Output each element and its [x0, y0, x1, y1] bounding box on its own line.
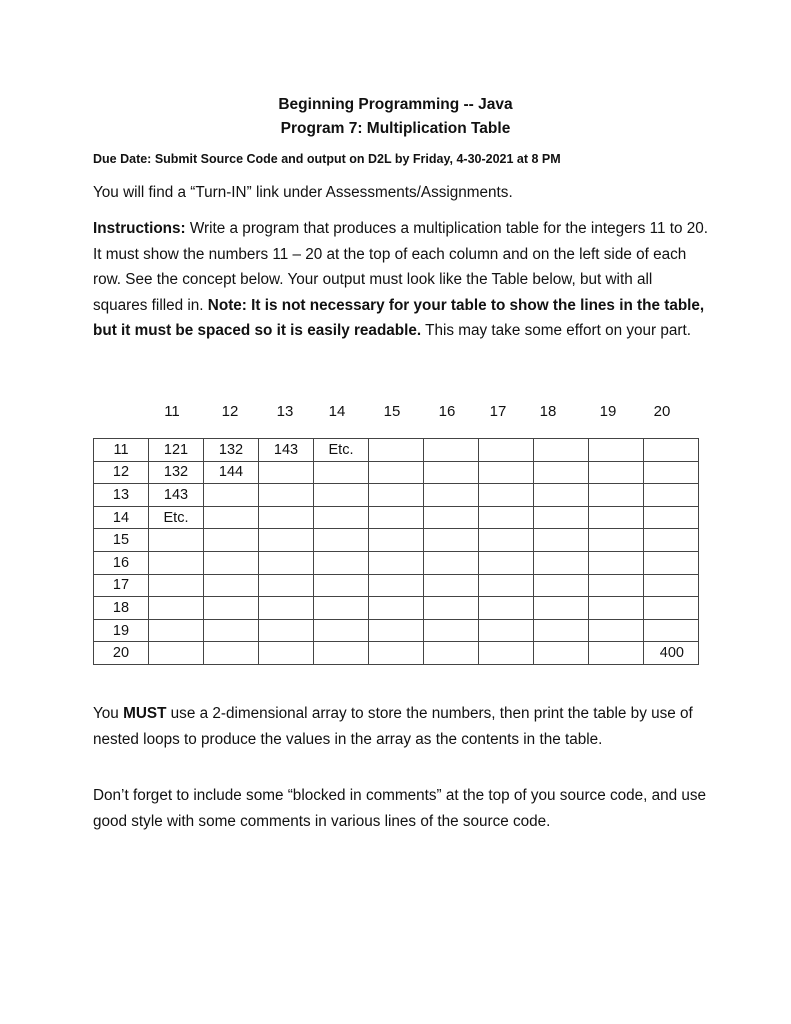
table-cell [479, 506, 534, 529]
table-cell [204, 529, 259, 552]
table-cell [589, 461, 644, 484]
table-cell [259, 597, 314, 620]
col-header: 18 [539, 403, 557, 420]
table-cell [644, 484, 699, 507]
table-cell [644, 439, 699, 462]
table-cell [369, 642, 424, 665]
row-header: 19 [94, 619, 149, 642]
table-cell [589, 529, 644, 552]
table-cell: 143 [149, 484, 204, 507]
table-cell: 143 [259, 439, 314, 462]
table-cell: 132 [149, 461, 204, 484]
table-cell [589, 642, 644, 665]
table-cell [479, 461, 534, 484]
table-cell [534, 506, 589, 529]
table-cell [424, 439, 479, 462]
table-cell [314, 642, 369, 665]
table-cell [369, 439, 424, 462]
table-cell [424, 529, 479, 552]
instructions-text-end: This may take some effort on your part. [421, 322, 691, 339]
table-cell [479, 484, 534, 507]
multiplication-table [93, 438, 699, 665]
row-header: 16 [94, 551, 149, 574]
table-cell [314, 529, 369, 552]
table-cell [314, 619, 369, 642]
table-cell [424, 619, 479, 642]
table-cell: Etc. [149, 506, 204, 529]
table-cell: 400 [644, 642, 699, 665]
table-cell [314, 506, 369, 529]
table-cell [369, 574, 424, 597]
table-cell [204, 551, 259, 574]
document-subtitle: Program 7: Multiplication Table [280, 120, 511, 137]
table-cell [644, 551, 699, 574]
table-row [94, 461, 699, 484]
table-cell [149, 574, 204, 597]
row-header: 17 [94, 574, 149, 597]
table-cell [149, 642, 204, 665]
table-cell [589, 597, 644, 620]
table-cell [369, 506, 424, 529]
row-header: 13 [94, 484, 149, 507]
table-cell [644, 506, 699, 529]
table-cell [259, 574, 314, 597]
table-cell [424, 574, 479, 597]
table-cell [424, 461, 479, 484]
table-cell [314, 551, 369, 574]
table-cell [589, 619, 644, 642]
table-cell [424, 506, 479, 529]
table-cell [204, 642, 259, 665]
instructions-note: Note: It is not necessary for your table to show the lines in the table, but it must be spaced so it is easily readable. [93, 296, 705, 339]
must-post: use a 2-dimensional array to store the numbers, then print the table by use of nested loops to produce the values in the array as the contents in the table. [93, 705, 693, 748]
table-cell [644, 619, 699, 642]
col-header: 13 [276, 403, 294, 420]
document-title: Beginning Programming -- Java [278, 96, 513, 113]
comments-paragraph: Don’t forget to include some “blocked in comments” at the top of you source code, and use good style with some comments in various lines of the source code. [93, 787, 707, 830]
table-cell [424, 597, 479, 620]
due-date: Due Date: Submit Source Code and output on D2L by Friday, 4-30-2021 at 8 PM [93, 152, 561, 166]
table-row [94, 551, 699, 574]
table-cell [149, 551, 204, 574]
table-cell: 121 [149, 439, 204, 462]
table-cell [259, 642, 314, 665]
table-cell [589, 551, 644, 574]
col-header: 15 [383, 403, 401, 420]
table-cell [314, 461, 369, 484]
must-bold: MUST [123, 705, 167, 722]
table-row [94, 619, 699, 642]
table-cell [424, 642, 479, 665]
table-cell [479, 439, 534, 462]
table-cell [204, 619, 259, 642]
table-cell [259, 619, 314, 642]
table-cell [314, 574, 369, 597]
col-header: 11 [164, 403, 180, 420]
table-cell: 144 [204, 461, 259, 484]
table-row [94, 529, 699, 552]
table-cell [424, 484, 479, 507]
table-cell [479, 529, 534, 552]
must-paragraph [93, 701, 709, 752]
table-cell [534, 574, 589, 597]
table-cell [204, 597, 259, 620]
row-header: 20 [94, 642, 149, 665]
table-cell [534, 484, 589, 507]
table-row [94, 484, 699, 507]
table-cell [589, 574, 644, 597]
table-cell [534, 551, 589, 574]
col-header: 19 [599, 403, 617, 420]
table-cell [644, 461, 699, 484]
table-cell [204, 506, 259, 529]
table-cell [369, 461, 424, 484]
table-cell [259, 461, 314, 484]
table-cell [479, 551, 534, 574]
table-cell: Etc. [314, 439, 369, 462]
table-cell [644, 597, 699, 620]
col-header: 14 [328, 403, 346, 420]
table-cell [479, 574, 534, 597]
table-row [94, 597, 699, 620]
table-cell [534, 597, 589, 620]
table-cell [479, 642, 534, 665]
table-cell: 132 [204, 439, 259, 462]
turnin-paragraph: You will find a “Turn-IN” link under Assessments/Assignments. [93, 184, 513, 201]
table-row [94, 574, 699, 597]
table-cell [534, 619, 589, 642]
table-cell [644, 574, 699, 597]
table-cell [259, 506, 314, 529]
table-cell [534, 439, 589, 462]
table-cell [314, 484, 369, 507]
col-header: 12 [221, 403, 239, 420]
table-row [94, 642, 699, 665]
table-cell [149, 529, 204, 552]
table-cell [314, 597, 369, 620]
table-cell [534, 642, 589, 665]
instructions-label: Instructions: [93, 220, 186, 237]
table-cell [369, 484, 424, 507]
row-header: 15 [94, 529, 149, 552]
table-cell [204, 574, 259, 597]
table-cell [479, 619, 534, 642]
table-cell [259, 484, 314, 507]
instructions-text: Write a program that produces a multiplication table for the integers 11 to 20. It must show the numbers 11 – 20 at the top of each column and on the left side of each row. See the concept below. Your output must look like the Table below, but with all squares filled in. [93, 220, 708, 314]
table-cell [149, 619, 204, 642]
table-cell [369, 551, 424, 574]
instructions-paragraph [93, 216, 709, 344]
table-cell [644, 529, 699, 552]
table-row [94, 439, 699, 462]
table-row [94, 506, 699, 529]
row-header: 18 [94, 597, 149, 620]
col-header: 16 [438, 403, 456, 420]
table-cell [479, 597, 534, 620]
table-cell [259, 529, 314, 552]
table-cell [424, 551, 479, 574]
table-cell [204, 484, 259, 507]
table-cell [259, 551, 314, 574]
table-cell [369, 529, 424, 552]
row-header: 12 [94, 461, 149, 484]
must-pre: You [93, 705, 124, 722]
table-cell [534, 461, 589, 484]
table-cell [534, 529, 589, 552]
table-cell [589, 506, 644, 529]
col-header: 20 [653, 403, 671, 420]
table-cell [369, 597, 424, 620]
table-cell [149, 597, 204, 620]
table-cell [589, 484, 644, 507]
table-cell [369, 619, 424, 642]
col-header: 17 [489, 403, 507, 420]
row-header: 14 [94, 506, 149, 529]
table-cell [589, 439, 644, 462]
row-header: 11 [94, 439, 149, 462]
